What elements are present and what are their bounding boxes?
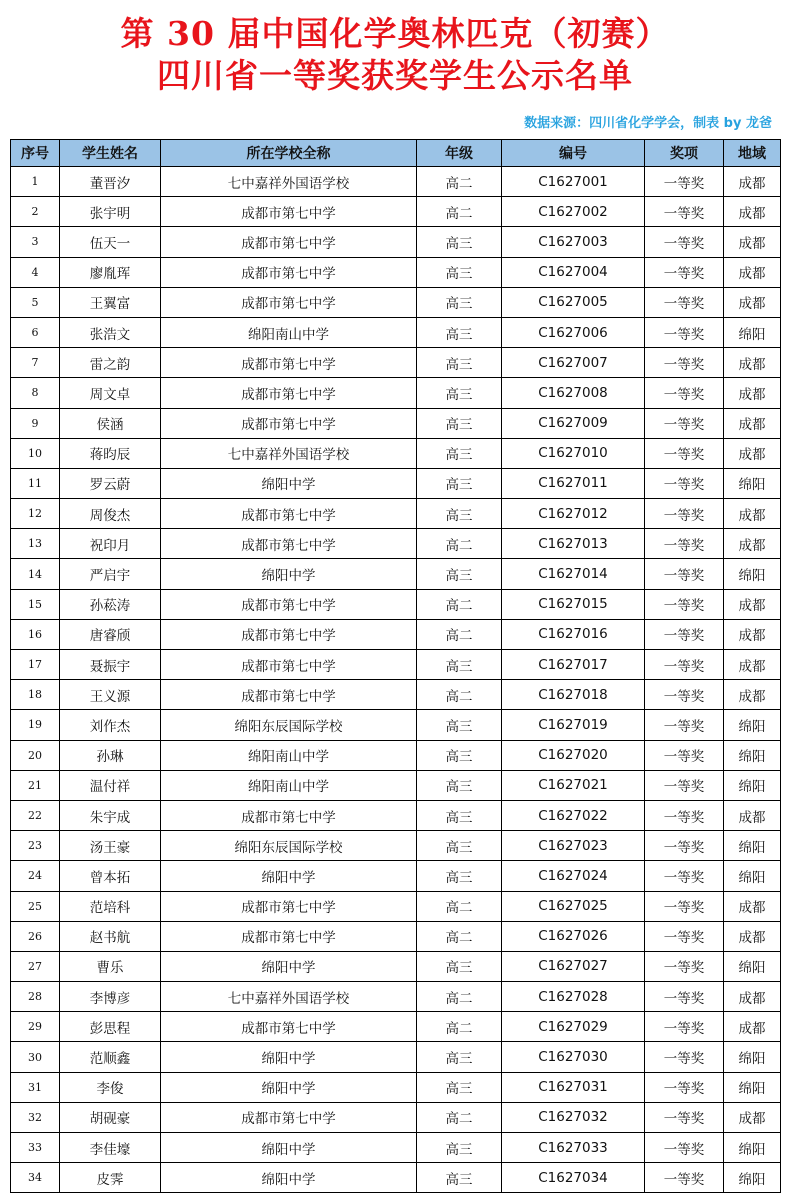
cell-index: 2 (11, 197, 60, 227)
cell-grade: 高三 (417, 348, 502, 378)
cell-student-name: 温付祥 (60, 770, 161, 800)
cell-id: C1627021 (502, 770, 645, 800)
cell-award: 一等奖 (645, 1133, 724, 1163)
cell-region: 成都 (724, 197, 781, 227)
cell-award: 一等奖 (645, 680, 724, 710)
cell-index: 17 (11, 650, 60, 680)
header-student-name: 学生姓名 (60, 140, 161, 167)
cell-id: C1627012 (502, 499, 645, 529)
cell-award: 一等奖 (645, 378, 724, 408)
cell-region: 成都 (724, 257, 781, 287)
cell-school: 成都市第七中学 (161, 348, 417, 378)
cell-region: 成都 (724, 589, 781, 619)
cell-region: 绵阳 (724, 1163, 781, 1193)
cell-grade: 高三 (417, 408, 502, 438)
cell-region: 成都 (724, 438, 781, 468)
cell-index: 6 (11, 317, 60, 347)
cell-student-name: 皮霁 (60, 1163, 161, 1193)
cell-id: C1627001 (502, 167, 645, 197)
table-row (11, 1012, 781, 1042)
table-row (11, 1163, 781, 1193)
cell-id: C1627029 (502, 1012, 645, 1042)
cell-region: 绵阳 (724, 951, 781, 981)
cell-grade: 高三 (417, 710, 502, 740)
cell-region: 成都 (724, 529, 781, 559)
cell-student-name: 严启宇 (60, 559, 161, 589)
cell-id: C1627034 (502, 1163, 645, 1193)
cell-index: 19 (11, 710, 60, 740)
cell-index: 16 (11, 619, 60, 649)
cell-award: 一等奖 (645, 650, 724, 680)
table-row (11, 1133, 781, 1163)
cell-grade: 高三 (417, 740, 502, 770)
cell-student-name: 伍天一 (60, 227, 161, 257)
cell-grade: 高三 (417, 287, 502, 317)
cell-index: 12 (11, 499, 60, 529)
cell-student-name: 唐睿颀 (60, 619, 161, 649)
table-row (11, 287, 781, 317)
table-row (11, 1042, 781, 1072)
cell-school: 七中嘉祥外国语学校 (161, 167, 417, 197)
cell-region: 成都 (724, 408, 781, 438)
cell-student-name: 王义源 (60, 680, 161, 710)
cell-school: 成都市第七中学 (161, 1012, 417, 1042)
table-row (11, 740, 781, 770)
data-source-note: 数据来源：四川省化学学会，制表 by 龙爸 (524, 116, 772, 131)
cell-student-name: 彭思程 (60, 1012, 161, 1042)
header-index: 序号 (11, 140, 60, 167)
cell-student-name: 蒋昀辰 (60, 438, 161, 468)
cell-award: 一等奖 (645, 438, 724, 468)
cell-index: 7 (11, 348, 60, 378)
cell-region: 绵阳 (724, 468, 781, 498)
cell-index: 9 (11, 408, 60, 438)
cell-grade: 高三 (417, 378, 502, 408)
cell-student-name: 廖胤珲 (60, 257, 161, 287)
cell-id: C1627003 (502, 227, 645, 257)
cell-school: 成都市第七中学 (161, 227, 417, 257)
cell-student-name: 赵书航 (60, 921, 161, 951)
table-row (11, 770, 781, 800)
cell-grade: 高二 (417, 1102, 502, 1132)
cell-region: 成都 (724, 680, 781, 710)
cell-id: C1627020 (502, 740, 645, 770)
cell-region: 成都 (724, 1012, 781, 1042)
cell-school: 成都市第七中学 (161, 499, 417, 529)
cell-region: 绵阳 (724, 559, 781, 589)
cell-grade: 高二 (417, 1012, 502, 1042)
cell-grade: 高三 (417, 770, 502, 800)
cell-school: 成都市第七中学 (161, 800, 417, 830)
cell-student-name: 朱宇成 (60, 800, 161, 830)
cell-index: 27 (11, 951, 60, 981)
cell-region: 成都 (724, 378, 781, 408)
cell-award: 一等奖 (645, 982, 724, 1012)
cell-grade: 高二 (417, 589, 502, 619)
cell-student-name: 孙菘涛 (60, 589, 161, 619)
cell-award: 一等奖 (645, 831, 724, 861)
cell-grade: 高三 (417, 559, 502, 589)
cell-student-name: 张浩文 (60, 317, 161, 347)
table-row (11, 589, 781, 619)
cell-id: C1627030 (502, 1042, 645, 1072)
cell-id: C1627010 (502, 438, 645, 468)
cell-award: 一等奖 (645, 408, 724, 438)
cell-id: C1627008 (502, 378, 645, 408)
cell-index: 25 (11, 891, 60, 921)
cell-id: C1627004 (502, 257, 645, 287)
table-row (11, 197, 781, 227)
cell-index: 20 (11, 740, 60, 770)
cell-school: 绵阳中学 (161, 1042, 417, 1072)
cell-student-name: 周俊杰 (60, 499, 161, 529)
table-row (11, 468, 781, 498)
cell-school: 七中嘉祥外国语学校 (161, 982, 417, 1012)
cell-id: C1627022 (502, 800, 645, 830)
cell-index: 13 (11, 529, 60, 559)
cell-index: 31 (11, 1072, 60, 1102)
cell-school: 成都市第七中学 (161, 1102, 417, 1132)
cell-award: 一等奖 (645, 1042, 724, 1072)
cell-grade: 高二 (417, 167, 502, 197)
cell-school: 绵阳中学 (161, 1163, 417, 1193)
cell-id: C1627013 (502, 529, 645, 559)
cell-award: 一等奖 (645, 468, 724, 498)
cell-id: C1627002 (502, 197, 645, 227)
cell-student-name: 范培科 (60, 891, 161, 921)
cell-student-name: 王翼富 (60, 287, 161, 317)
cell-school: 绵阳中学 (161, 1133, 417, 1163)
cell-award: 一等奖 (645, 287, 724, 317)
cell-grade: 高三 (417, 831, 502, 861)
cell-index: 24 (11, 861, 60, 891)
cell-award: 一等奖 (645, 1012, 724, 1042)
header-region: 地域 (724, 140, 781, 167)
cell-student-name: 侯涵 (60, 408, 161, 438)
cell-region: 成都 (724, 982, 781, 1012)
cell-award: 一等奖 (645, 227, 724, 257)
cell-award: 一等奖 (645, 257, 724, 287)
cell-school: 绵阳东辰国际学校 (161, 831, 417, 861)
cell-region: 成都 (724, 891, 781, 921)
page-title-line2: 四川省一等奖获奖学生公示名单 (157, 56, 633, 95)
cell-student-name: 董晋汐 (60, 167, 161, 197)
table-row (11, 408, 781, 438)
cell-index: 34 (11, 1163, 60, 1193)
cell-region: 绵阳 (724, 831, 781, 861)
cell-grade: 高三 (417, 650, 502, 680)
cell-grade: 高三 (417, 317, 502, 347)
cell-grade: 高三 (417, 1072, 502, 1102)
cell-id: C1627011 (502, 468, 645, 498)
cell-region: 成都 (724, 167, 781, 197)
cell-school: 成都市第七中学 (161, 408, 417, 438)
cell-region: 成都 (724, 650, 781, 680)
cell-id: C1627018 (502, 680, 645, 710)
cell-student-name: 李博彦 (60, 982, 161, 1012)
cell-region: 成都 (724, 348, 781, 378)
cell-region: 成都 (724, 921, 781, 951)
cell-region: 绵阳 (724, 1133, 781, 1163)
cell-student-name: 雷之韵 (60, 348, 161, 378)
cell-region: 成都 (724, 499, 781, 529)
table-row (11, 348, 781, 378)
cell-index: 3 (11, 227, 60, 257)
cell-student-name: 周文卓 (60, 378, 161, 408)
cell-award: 一等奖 (645, 619, 724, 649)
award-table (10, 139, 781, 1193)
cell-award: 一等奖 (645, 1163, 724, 1193)
cell-award: 一等奖 (645, 317, 724, 347)
header-grade: 年级 (417, 140, 502, 167)
header-award: 奖项 (645, 140, 724, 167)
table-row (11, 559, 781, 589)
cell-id: C1627019 (502, 710, 645, 740)
table-row (11, 982, 781, 1012)
cell-region: 绵阳 (724, 861, 781, 891)
cell-award: 一等奖 (645, 559, 724, 589)
cell-school: 绵阳中学 (161, 559, 417, 589)
cell-index: 10 (11, 438, 60, 468)
cell-award: 一等奖 (645, 770, 724, 800)
cell-school: 绵阳中学 (161, 468, 417, 498)
cell-school: 成都市第七中学 (161, 619, 417, 649)
cell-id: C1627028 (502, 982, 645, 1012)
cell-region: 绵阳 (724, 770, 781, 800)
cell-grade: 高二 (417, 197, 502, 227)
cell-index: 21 (11, 770, 60, 800)
cell-school: 成都市第七中学 (161, 529, 417, 559)
cell-region: 成都 (724, 287, 781, 317)
cell-school: 绵阳中学 (161, 1072, 417, 1102)
cell-student-name: 李佳壕 (60, 1133, 161, 1163)
table-row (11, 378, 781, 408)
cell-school: 成都市第七中学 (161, 680, 417, 710)
cell-id: C1627027 (502, 951, 645, 981)
cell-student-name: 刘作杰 (60, 710, 161, 740)
cell-index: 30 (11, 1042, 60, 1072)
cell-id: C1627031 (502, 1072, 645, 1102)
cell-id: C1627033 (502, 1133, 645, 1163)
cell-id: C1627017 (502, 650, 645, 680)
cell-index: 23 (11, 831, 60, 861)
table-row (11, 167, 781, 197)
header-school: 所在学校全称 (161, 140, 417, 167)
cell-award: 一等奖 (645, 740, 724, 770)
cell-region: 绵阳 (724, 1042, 781, 1072)
cell-award: 一等奖 (645, 1072, 724, 1102)
cell-id: C1627025 (502, 891, 645, 921)
cell-region: 成都 (724, 227, 781, 257)
cell-school: 成都市第七中学 (161, 589, 417, 619)
cell-grade: 高三 (417, 951, 502, 981)
cell-award: 一等奖 (645, 167, 724, 197)
cell-award: 一等奖 (645, 499, 724, 529)
cell-grade: 高二 (417, 982, 502, 1012)
cell-index: 4 (11, 257, 60, 287)
cell-grade: 高三 (417, 468, 502, 498)
cell-grade: 高三 (417, 1042, 502, 1072)
cell-grade: 高三 (417, 227, 502, 257)
table-row (11, 529, 781, 559)
table-row (11, 710, 781, 740)
table-row (11, 921, 781, 951)
cell-id: C1627005 (502, 287, 645, 317)
cell-student-name: 曹乐 (60, 951, 161, 981)
cell-award: 一等奖 (645, 710, 724, 740)
cell-student-name: 汤王豪 (60, 831, 161, 861)
cell-student-name: 胡砚豪 (60, 1102, 161, 1132)
table-row (11, 227, 781, 257)
table-header-row (11, 140, 781, 167)
cell-region: 绵阳 (724, 740, 781, 770)
cell-student-name: 祝印月 (60, 529, 161, 559)
cell-id: C1627026 (502, 921, 645, 951)
cell-grade: 高二 (417, 619, 502, 649)
cell-region: 成都 (724, 619, 781, 649)
cell-school: 绵阳南山中学 (161, 317, 417, 347)
cell-grade: 高二 (417, 680, 502, 710)
cell-school: 成都市第七中学 (161, 378, 417, 408)
cell-index: 29 (11, 1012, 60, 1042)
table-row (11, 317, 781, 347)
cell-school: 绵阳中学 (161, 861, 417, 891)
cell-school: 成都市第七中学 (161, 257, 417, 287)
cell-grade: 高三 (417, 1163, 502, 1193)
cell-student-name: 李俊 (60, 1072, 161, 1102)
cell-award: 一等奖 (645, 1102, 724, 1132)
cell-school: 绵阳南山中学 (161, 740, 417, 770)
cell-award: 一等奖 (645, 197, 724, 227)
cell-id: C1627007 (502, 348, 645, 378)
cell-region: 绵阳 (724, 710, 781, 740)
cell-grade: 高三 (417, 861, 502, 891)
page-title-line1: 第 30 届中国化学奥林匹克（初赛） (120, 14, 670, 53)
cell-student-name: 聂振宇 (60, 650, 161, 680)
cell-id: C1627032 (502, 1102, 645, 1132)
cell-region: 绵阳 (724, 1072, 781, 1102)
cell-index: 26 (11, 921, 60, 951)
cell-index: 28 (11, 982, 60, 1012)
cell-student-name: 张宇明 (60, 197, 161, 227)
cell-school: 成都市第七中学 (161, 197, 417, 227)
cell-id: C1627014 (502, 559, 645, 589)
cell-grade: 高三 (417, 800, 502, 830)
cell-index: 18 (11, 680, 60, 710)
table-row (11, 680, 781, 710)
cell-grade: 高三 (417, 257, 502, 287)
table-row (11, 438, 781, 468)
cell-school: 绵阳南山中学 (161, 770, 417, 800)
table-row (11, 499, 781, 529)
cell-id: C1627015 (502, 589, 645, 619)
table-row (11, 1102, 781, 1132)
cell-award: 一等奖 (645, 891, 724, 921)
table-row (11, 257, 781, 287)
table-row (11, 650, 781, 680)
cell-id: C1627006 (502, 317, 645, 347)
cell-student-name: 孙琳 (60, 740, 161, 770)
cell-award: 一等奖 (645, 529, 724, 559)
header-id: 编号 (502, 140, 645, 167)
cell-index: 22 (11, 800, 60, 830)
cell-grade: 高三 (417, 499, 502, 529)
cell-id: C1627009 (502, 408, 645, 438)
cell-award: 一等奖 (645, 951, 724, 981)
table-body (11, 167, 781, 1193)
table-row (11, 891, 781, 921)
cell-index: 11 (11, 468, 60, 498)
cell-index: 32 (11, 1102, 60, 1132)
cell-grade: 高三 (417, 438, 502, 468)
cell-index: 5 (11, 287, 60, 317)
cell-index: 1 (11, 167, 60, 197)
table-row (11, 831, 781, 861)
table-row (11, 951, 781, 981)
cell-id: C1627016 (502, 619, 645, 649)
cell-award: 一等奖 (645, 921, 724, 951)
cell-award: 一等奖 (645, 589, 724, 619)
cell-region: 成都 (724, 1102, 781, 1132)
cell-school: 成都市第七中学 (161, 287, 417, 317)
cell-award: 一等奖 (645, 348, 724, 378)
cell-grade: 高二 (417, 529, 502, 559)
cell-region: 绵阳 (724, 317, 781, 347)
cell-region: 成都 (724, 800, 781, 830)
cell-id: C1627024 (502, 861, 645, 891)
cell-school: 成都市第七中学 (161, 921, 417, 951)
cell-student-name: 曾本拓 (60, 861, 161, 891)
cell-school: 绵阳东辰国际学校 (161, 710, 417, 740)
cell-grade: 高三 (417, 1133, 502, 1163)
cell-index: 14 (11, 559, 60, 589)
cell-index: 8 (11, 378, 60, 408)
table-row (11, 861, 781, 891)
table-row (11, 619, 781, 649)
cell-grade: 高二 (417, 921, 502, 951)
cell-school: 成都市第七中学 (161, 891, 417, 921)
cell-student-name: 罗云蔚 (60, 468, 161, 498)
table-row (11, 800, 781, 830)
cell-id: C1627023 (502, 831, 645, 861)
cell-award: 一等奖 (645, 861, 724, 891)
table-row (11, 1072, 781, 1102)
cell-index: 15 (11, 589, 60, 619)
cell-school: 七中嘉祥外国语学校 (161, 438, 417, 468)
cell-school: 绵阳中学 (161, 951, 417, 981)
cell-grade: 高二 (417, 891, 502, 921)
cell-index: 33 (11, 1133, 60, 1163)
cell-award: 一等奖 (645, 800, 724, 830)
cell-school: 成都市第七中学 (161, 650, 417, 680)
cell-student-name: 范顺鑫 (60, 1042, 161, 1072)
